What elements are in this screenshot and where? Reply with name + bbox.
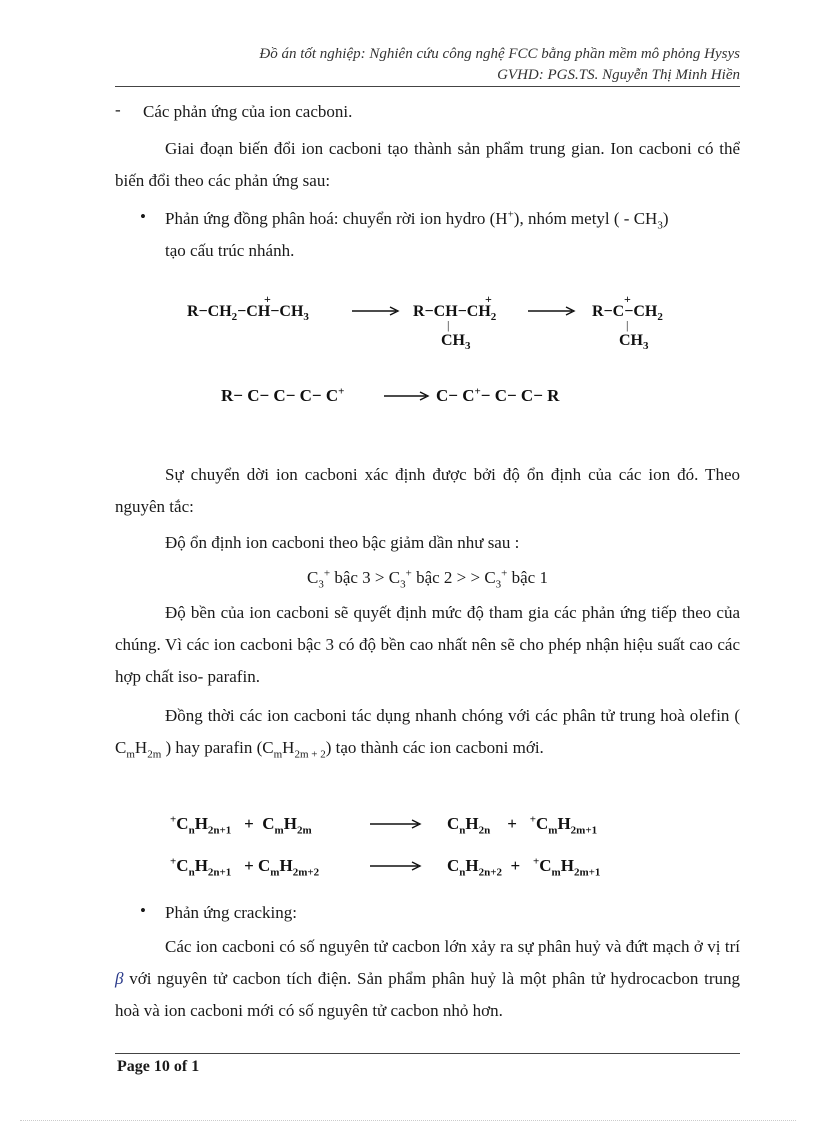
durability-paragraph: Độ bền của ion cacboni sẽ quyết định mức độ tham gia các phản ứng tiếp theo của chúng. Vì các ion cacboni bậc 3 có độ bền cao nhất nên sẽ cho phép nhận hiệu suất cao các hợp chất iso- parafin. (115, 603, 740, 686)
header-rule (115, 86, 740, 87)
intro-paragraph: Giai đoạn biến đổi ion cacboni tạo thành sản phẩm trung gian. Ion cacboni có thể biến đổi theo các phản ứng sau: (115, 139, 740, 190)
branch-bond: | (447, 318, 450, 332)
isomer-charge-2: + (485, 292, 492, 306)
isomer-intermediate-branch: $CH_3$ (441, 332, 471, 353)
header-thesis-title: Đồ án tốt nghiệp: Nghiên cứu công nghệ FCC bằng phần mềm mô phỏng Hysys (259, 46, 740, 62)
ion-reaction-1-left: $^+C_nH_{2n+1}$ + $C_mH_{2m}$ (170, 813, 312, 837)
chain-shift-right: C− C+− C− C− R (436, 385, 560, 405)
ion-reaction-2-right: $C_nH_{2n+2}$ + $^+C_mH_{2m+1}$ (447, 855, 601, 879)
isomer-intermediate: $R-CH-CH_2$ (413, 303, 497, 324)
section-title: Các phản ứng của ion cacboni. (143, 102, 353, 121)
isomer-reactant: $R-CH_2-CH-CH_3$ (187, 303, 309, 324)
header-supervisor: GVHD: PGS.TS. Nguyễn Thị Minh Hiền (497, 67, 740, 83)
dash-marker: - (115, 100, 121, 119)
bullet-marker: • (140, 207, 146, 226)
reaction-arrow (370, 818, 422, 830)
cracking-heading: Phản ứng cracking: (165, 903, 297, 922)
isomer-charge-1: + (264, 292, 271, 306)
stability-order: $C_3^+$ bậc $3 > C_3^+$ bậc 2 > > $C_3^+$ bậc 1 (307, 567, 548, 591)
bullet-marker: • (140, 901, 146, 920)
page-number: Page 10 of 1 (117, 1058, 200, 1075)
cracking-paragraph: Các ion cacboni có số nguyên tử cacbon lớn xảy ra sự phân huỷ và đứt mạch ở vị trí β với nguyên tử cacbon tích điện. Sản phẩm phân huỷ là một phân tử hydrocacbon trung hoà và ion cacboni mới có số nguyên tử cacbon nhỏ hơn. (115, 937, 740, 1020)
beta-symbol: β (115, 969, 124, 988)
isomerization-paragraph: Phản ứng đồng phân hoá: chuyển rời ion hydro (H+), nhóm metyl ( - $CH_3$) tạo cấu trúc nhánh. (165, 208, 669, 260)
ion-reaction-1-right: $C_nH_{2n}$ + $^+C_mH_{2m+1}$ (447, 813, 598, 837)
isomer-product: $R-C-CH_2$ (592, 303, 663, 324)
reaction-arrow (370, 860, 422, 872)
stability-paragraph: Độ ổn định ion cacboni theo bậc giảm dần như sau : (165, 533, 520, 552)
page-header (115, 44, 740, 86)
page-bottom-divider (20, 1120, 796, 1121)
transfer-paragraph: Sự chuyển dời ion cacboni xác định được bởi độ ổn định của các ion đó. Theo nguyên tắc: (115, 465, 740, 516)
chain-shift-left: R− C− C− C− C+ (221, 385, 345, 405)
reaction-arrow (384, 390, 430, 402)
isomer-product-branch: $CH_3$ (619, 332, 649, 353)
isomer-charge-3: + (624, 292, 631, 306)
reaction-arrow (352, 305, 400, 317)
reaction-arrow (528, 305, 576, 317)
ion-reaction-2-left: $^+C_nH_{2n+1}$ + $C_mH_{2m+2}$ (170, 855, 320, 879)
branch-bond: | (626, 318, 629, 332)
reaction-paragraph: Đồng thời các ion cacboni tác dụng nhanh chóng với các phân tử trung hoà olefin ( $C_mH_{2m}$ ) hay parafin $(C_mH_{2m + 2})$ tạo thành các ion cacboni mới. (115, 706, 740, 761)
footer-rule (115, 1053, 740, 1054)
